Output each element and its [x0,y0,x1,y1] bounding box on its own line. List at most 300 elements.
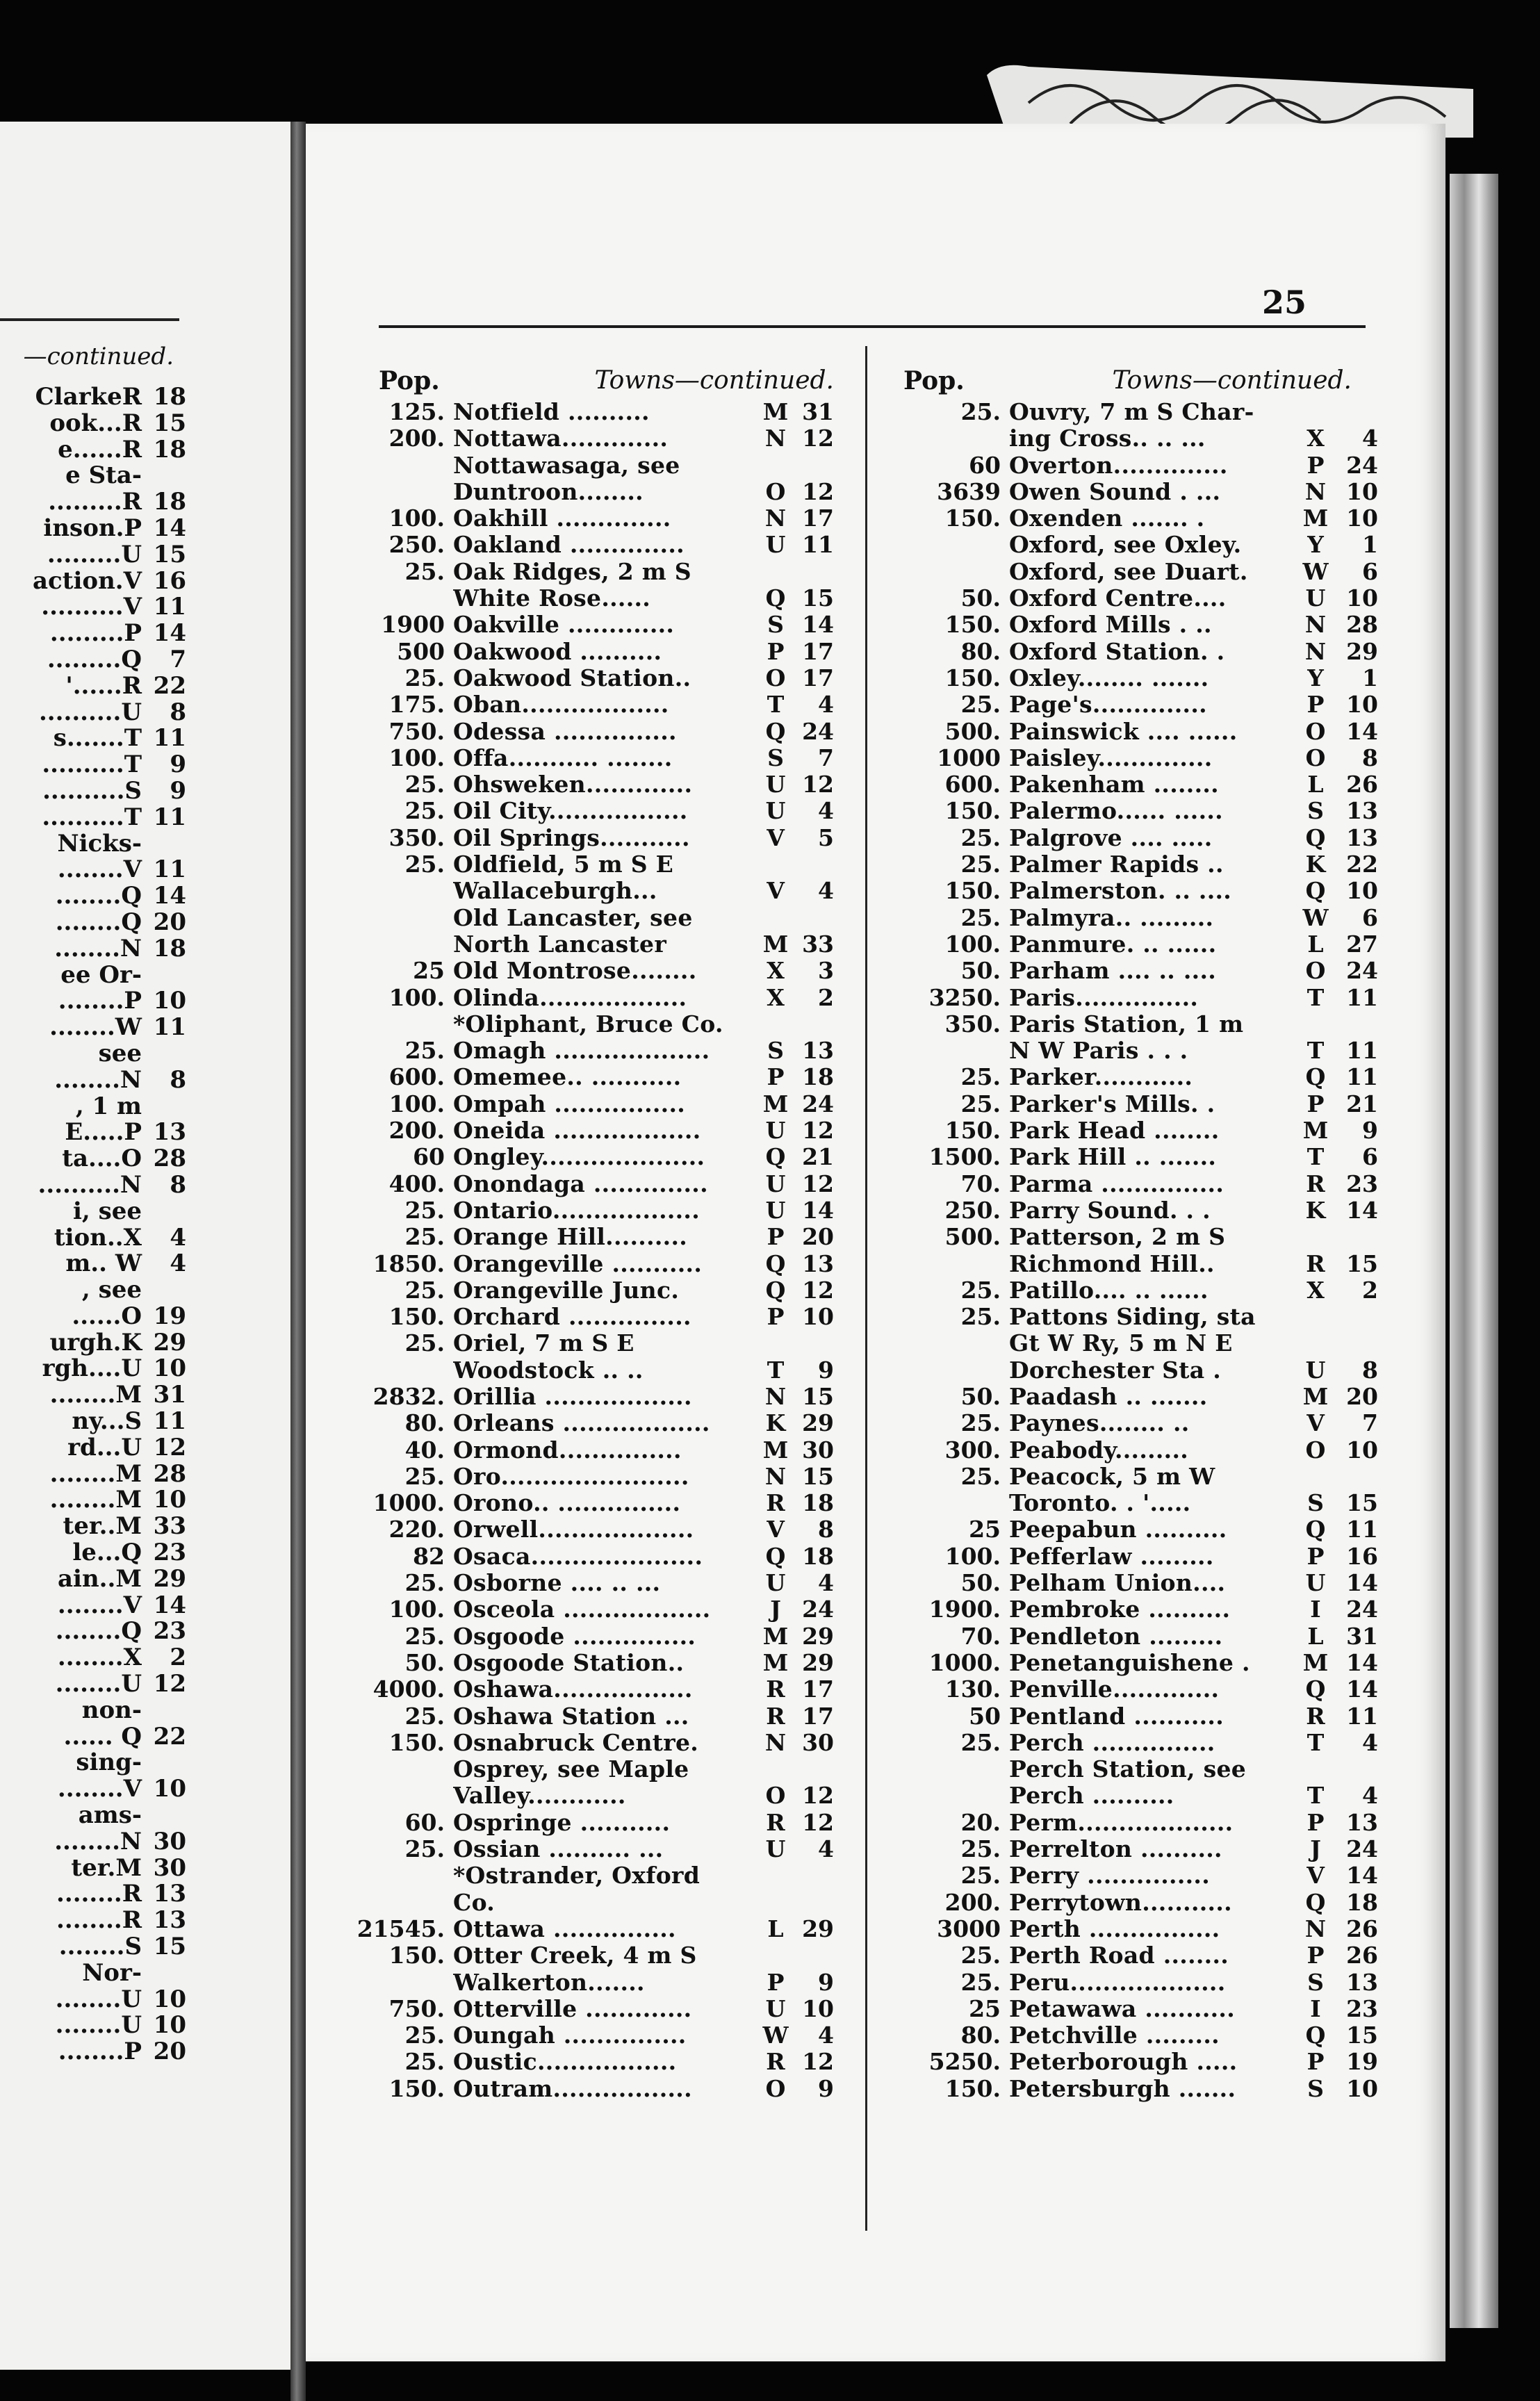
town-entry [862,1277,1390,1304]
town-entry [306,1038,862,1064]
left-page-row-number [147,831,186,858]
left-page-row [0,857,186,883]
town-name: Osnabruck Centre. [453,1729,699,1756]
town-population: 500. [944,717,1001,745]
town-name: Osgoode ............... [453,1623,696,1650]
town-entry [862,1890,1390,1916]
town-entry [862,612,1390,638]
town-population: 350. [388,823,445,851]
town-name: Ompah ................ [453,1090,686,1117]
town-name: Perry ............... [1009,1862,1210,1890]
town-entry [306,1357,862,1384]
town-population: 100. [388,505,445,532]
town-name: *Oliphant, Bruce Co. [453,1010,723,1038]
town-population: 3639 [937,477,1001,505]
left-page-row [0,1435,186,1461]
town-name: Osceola .................. [453,1596,711,1623]
left-page-row-text: i, see [73,1198,142,1225]
town-entry [306,1916,862,1942]
town-name: Orangeville ........... [453,1250,703,1277]
town-entry [306,1304,862,1330]
town-population: 60 [413,1143,445,1171]
left-page-row-number: 14 [153,882,186,910]
left-page-row [0,1251,186,1277]
map-number: 24 [1346,451,1378,479]
left-page-row-number: 10 [153,2011,186,2040]
town-population: 25. [960,1409,1001,1437]
left-page-row [0,1960,186,1987]
map-number: 6 [1362,557,1378,585]
county-letter: M [1302,505,1329,532]
town-name: Walkerton....... [453,1969,645,1996]
county-letter: Q [765,717,786,745]
town-population: 25. [404,1037,445,1065]
town-population: 25. [404,2048,445,2076]
town-name: Oil Springs........... [453,824,690,851]
town-entry [306,479,862,505]
town-name: Ongley.................... [453,1144,705,1171]
map-number: 27 [1346,930,1378,958]
town-name: Ohsweken............. [453,771,693,798]
town-entry [862,1064,1390,1090]
town-entry [306,798,862,824]
town-population: 150. [388,1728,445,1756]
left-page-row-text: ........W [49,1015,142,1041]
town-name: Toronto. . '..... [1009,1490,1191,1517]
left-page-row-text: Nicks- [57,830,142,858]
left-page-row-text: non- [81,1697,142,1724]
county-letter: M [762,1436,789,1464]
town-entry [306,1969,862,1996]
town-population: 150. [944,664,1001,691]
county-letter: Q [1305,877,1326,905]
map-number: 15 [802,1382,834,1410]
town-name: Perm................... [1009,1809,1234,1836]
town-name: Oldfield, 5 m S E [453,851,674,878]
town-name: Paadash .. ....... [1009,1383,1208,1410]
left-page-row-number: 14 [153,619,186,648]
town-name: Olinda.................. [453,984,687,1011]
town-name: Oxford, see Duart. [1009,558,1248,585]
town-population: 25 [969,1516,1001,1543]
left-page-row [0,883,186,910]
left-page-row-number: 18 [153,934,186,962]
county-letter: Q [1305,823,1326,851]
left-page-row-number: 30 [153,1853,186,1882]
map-number: 14 [802,611,834,639]
left-page-row [0,1382,186,1409]
town-population: 50 [969,1702,1001,1730]
map-number: 18 [802,1542,834,1570]
left-page-row [0,2039,186,2065]
town-population: 25. [960,1063,1001,1091]
left-page-row-number: 11 [153,724,186,753]
map-number: 23 [1346,1994,1378,2022]
towns-continued-header: Towns—continued. [594,366,834,395]
town-entry [862,1730,1390,1756]
town-entry [862,1676,1390,1703]
town-population: 100. [944,930,1001,958]
left-page-row-number: 33 [153,1512,186,1541]
left-page-row [0,1225,186,1252]
town-entry [862,1490,1390,1516]
map-number: 10 [1346,584,1378,612]
town-name: Omagh ................... [453,1038,710,1065]
town-name: Pattons Siding, sta [1009,1304,1256,1331]
county-letter: N [764,425,787,452]
left-page-row-number: 19 [153,1302,186,1330]
county-letter: O [1305,957,1326,985]
county-letter: U [765,771,786,798]
town-name: Ottawa ............... [453,1915,676,1942]
page-number: 25 [1261,284,1306,321]
left-page-row-number: 14 [153,514,186,542]
town-name: Osborne .... .. ... [453,1570,661,1597]
town-name: Painswick .... ...... [1009,718,1238,745]
left-page-row-text: inson.P [43,515,142,542]
town-population: 25. [404,557,445,585]
town-entry [862,639,1390,665]
left-page-row [0,1487,186,1514]
town-population: 150. [388,1942,445,1969]
town-name: Gt W Ry, 5 m N E [1009,1330,1233,1357]
map-number: 17 [802,1675,834,1703]
county-letter: O [765,1782,786,1810]
left-page-row-text: , 1 m [75,1093,142,1120]
town-name: Odessa ............... [453,718,677,745]
map-number: 13 [1346,823,1378,851]
left-page-row-text: ........Q [55,909,142,936]
left-page-row-number [147,1041,186,1067]
left-page-row [0,1199,186,1225]
town-population: 600. [388,1063,445,1091]
town-population: 82 [413,1542,445,1570]
town-population: 250. [944,1196,1001,1224]
left-page-row-number: 20 [153,908,186,936]
left-page-row-text: ClarkeR [35,384,142,411]
town-name: Panmure. .. ...... [1009,931,1217,958]
map-number: 7 [1362,1409,1378,1437]
left-page-row-number [147,1277,186,1304]
left-page-row [0,1671,186,1698]
town-entry [306,399,862,425]
left-page-row-number: 14 [153,1591,186,1619]
town-name: Perch ............... [1009,1729,1215,1756]
town-population: 500 [397,637,445,665]
map-number: 15 [802,584,834,612]
town-entry [306,1836,862,1862]
left-page-row-text: ........P [58,2039,142,2065]
county-letter: S [767,1037,784,1065]
town-population: 150. [944,1117,1001,1145]
town-population: 60 [969,451,1001,479]
town-name: Oriel, 7 m S E [453,1330,634,1357]
town-name: Oak Ridges, 2 m S [453,558,691,585]
county-letter: M [762,1622,789,1650]
town-entry [862,745,1390,771]
left-page-row-number: 18 [153,383,186,411]
town-name: Otterville ............. [453,1995,692,2022]
left-page-row-number: 16 [153,566,186,595]
town-name: Paynes........ .. [1009,1410,1190,1437]
town-entry [862,1304,1390,1330]
county-letter: X [1306,1276,1325,1304]
county-letter: V [1306,1409,1325,1437]
town-entry [862,1437,1390,1464]
town-entry [862,1117,1390,1144]
map-number: 9 [1362,1117,1378,1145]
left-page-row-text: urgh.K [49,1329,142,1357]
town-population: 5250. [928,2048,1001,2076]
town-population: 100. [944,1542,1001,1570]
town-population: 25. [960,823,1001,851]
county-letter: U [1305,1356,1326,1384]
town-name: Oustic................. [453,2049,677,2076]
county-letter: U [765,1994,786,2022]
left-page-row [0,1829,186,1855]
map-number: 30 [802,1728,834,1756]
town-name: Omemee.. ........... [453,1064,682,1091]
town-entry [862,1783,1390,1809]
map-number: 11 [1346,1702,1378,1730]
map-number: 9 [818,1356,834,1384]
left-page-row [0,1120,186,1146]
left-page-row [0,1934,186,1960]
town-entry [862,2076,1390,2102]
left-page-row-number: 31 [153,1381,186,1409]
map-number: 14 [1346,1648,1378,1676]
town-population: 150. [944,611,1001,639]
town-entry [862,1038,1390,1064]
town-name: Oro....................... [453,1463,689,1490]
map-number: 13 [1346,797,1378,825]
map-number: 24 [1346,1596,1378,1623]
left-page-row-text: ........X [57,1645,142,1672]
map-number: 4 [818,1569,834,1597]
town-population: 200. [388,1117,445,1145]
left-page-row-number: 9 [170,751,186,779]
map-number: 28 [1346,611,1378,639]
town-entry [306,1091,862,1117]
town-population: 25. [404,851,445,878]
county-letter: T [1306,1143,1325,1171]
town-name: Parma ............... [1009,1170,1224,1197]
map-number: 10 [802,1994,834,2022]
town-entry [862,1516,1390,1543]
town-entry [306,985,862,1011]
map-number: 17 [802,637,834,665]
left-page-row-text: ook...R [49,410,142,437]
map-number: 26 [1346,771,1378,798]
county-letter: W [762,2022,789,2049]
county-letter: P [767,1968,785,1996]
county-letter: Q [765,584,786,612]
left-page-row-number [147,1698,186,1724]
town-name: Perth ................ [1009,1915,1220,1942]
county-letter: R [1306,1249,1325,1277]
town-name: Orillia .................. [453,1383,692,1410]
map-number: 14 [1346,1862,1378,1890]
county-letter: R [766,2048,785,2076]
left-page-row-text: ........V [57,1776,142,1803]
town-name: Old Lancaster, see [453,904,693,931]
county-letter: U [765,1569,786,1597]
town-entry [862,931,1390,958]
left-page-row [0,1540,186,1566]
column-2-header [903,365,1352,397]
county-letter: V [767,823,785,851]
town-entry [306,1384,862,1410]
left-page-row [0,489,186,516]
town-entry [306,2022,862,2049]
county-letter: T [1306,1782,1325,1810]
map-number: 12 [802,1117,834,1145]
left-page-row-number: 10 [153,1354,186,1383]
town-entry [306,452,862,479]
town-entry [862,1330,1390,1357]
town-population: 50. [960,584,1001,612]
left-page-row-number: 4 [170,1249,186,1278]
map-number: 29 [802,1915,834,1942]
town-entry [306,825,862,851]
left-page-row-number: 11 [153,593,186,621]
town-population: 500. [944,1223,1001,1251]
county-letter: O [1305,1436,1326,1464]
town-entry [306,771,862,798]
left-page-row-number: 10 [153,987,186,1015]
left-page-row [0,1750,186,1776]
town-name: Palmyra.. ......... [1009,904,1214,931]
county-letter: N [764,1728,787,1756]
left-page-row-text: e Sta- [65,463,142,490]
left-page-row-number: 12 [153,1433,186,1461]
map-number: 17 [802,1702,834,1730]
map-number: 4 [1362,425,1378,452]
map-number: 15 [1346,2022,1378,2049]
left-page-row [0,778,186,805]
map-number: 12 [802,1170,834,1197]
county-letter: R [766,1675,785,1703]
left-page-row-text: m.. W [65,1251,142,1278]
town-entry [306,505,862,532]
column-1-entries [306,399,862,2102]
county-letter: X [1306,425,1325,452]
county-letter: M [762,398,789,425]
town-name: Perth Road ........ [1009,1942,1229,1969]
left-page-row [0,1908,186,1934]
town-name: Pelham Union.... [1009,1570,1226,1597]
town-name: Orange Hill.......... [453,1224,688,1251]
left-page-row [0,1514,186,1540]
left-page-row [0,962,186,989]
county-letter: N [764,505,787,532]
town-name: Outram................. [453,2075,692,2102]
town-population: 150. [388,2074,445,2102]
left-page-row-number: 29 [153,1328,186,1357]
map-number: 14 [1346,1196,1378,1224]
map-number: 10 [1346,505,1378,532]
map-number: 9 [818,1968,834,1996]
left-page-row-number: 29 [153,1564,186,1593]
map-number: 4 [818,691,834,719]
left-page-row-text: ........M [49,1487,142,1514]
county-letter: N [764,1382,787,1410]
left-page-row-number [147,463,186,489]
town-entry [306,1650,862,1676]
town-name: Petersburgh ....... [1009,2075,1236,2102]
page-edge-stack [1450,174,1498,2328]
town-name: *Ostrander, Oxford [453,1862,701,1890]
left-page-row-text: rd...U [67,1434,142,1461]
county-letter: Q [1305,1888,1326,1916]
left-page-row [0,1146,186,1172]
left-page-row-text: ..........U [38,699,142,726]
town-name: Nottawa............. [453,425,669,452]
town-name: Patillo.... .. ...... [1009,1277,1209,1304]
town-entry [862,1942,1390,1969]
left-page-row-text: ams- [78,1803,142,1829]
left-page-row [0,463,186,489]
previous-page-fragment [0,122,293,2370]
town-name: Osprey, see Maple [453,1756,689,1783]
left-page-row-number: 11 [153,1013,186,1042]
county-letter: Y [1307,531,1324,559]
map-number: 17 [802,664,834,691]
map-number: 15 [802,1462,834,1490]
town-population: 250. [388,531,445,559]
town-population: 150. [944,2074,1001,2102]
left-page-row-number: 11 [153,855,186,884]
town-entry [306,1543,862,1570]
town-name: Oneida .................. [453,1117,701,1145]
town-population: 25. [960,1303,1001,1331]
map-number: 13 [1346,1808,1378,1836]
left-page-row-text: ........U [55,2013,142,2040]
map-number: 4 [818,1835,834,1863]
left-page-row-number: 30 [153,1827,186,1855]
town-name: Palermo...... ...... [1009,798,1223,825]
left-page-row-number: 13 [153,1906,186,1935]
county-letter: S [767,611,784,639]
map-number: 23 [1346,1170,1378,1197]
town-entry [862,1810,1390,1836]
town-name: Oil City................. [453,798,688,825]
town-entry [306,1996,862,2022]
left-page-row-number: 11 [153,803,186,831]
left-page-row-number: 8 [170,1170,186,1199]
town-population: 25. [404,1462,445,1490]
map-number: 9 [818,2074,834,2102]
map-number: 13 [802,1037,834,1065]
town-population: 125. [388,398,445,425]
town-entry [306,2049,862,2075]
map-number: 5 [818,823,834,851]
county-letter: W [1302,557,1329,585]
town-name: Oakhill .............. [453,505,671,532]
town-population: 150. [388,1303,445,1331]
town-population: 150. [944,797,1001,825]
county-letter: I [1310,1994,1321,2022]
county-letter: R [1306,1170,1325,1197]
county-letter: U [1305,584,1326,612]
town-entry [306,958,862,984]
county-letter: Q [1305,1516,1326,1543]
county-letter: N [1304,477,1327,505]
left-page-row [0,2013,186,2039]
town-population: 1000. [372,1489,445,1517]
left-page-row-number: 20 [153,2038,186,2066]
town-name: Perch .......... [1009,1783,1174,1810]
